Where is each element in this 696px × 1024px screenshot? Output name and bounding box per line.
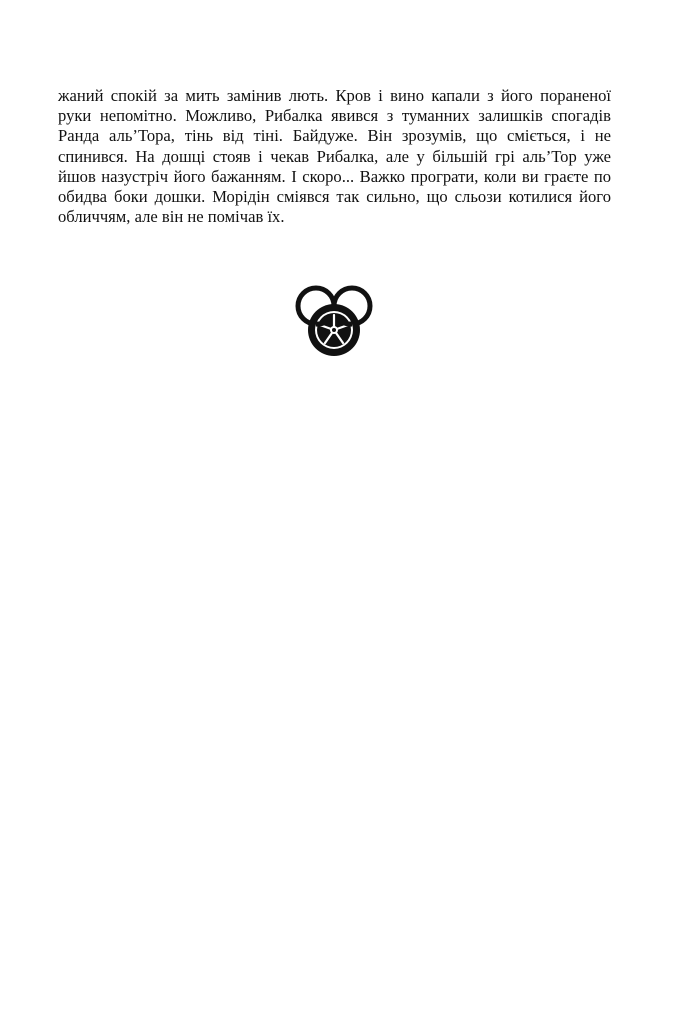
paragraph-line-3: Ранда аль’Тора, тінь від тіні. Байдуже. Він зрозумів, що сміється, і не [58, 126, 611, 146]
paragraph-line-7: обличчям, але він не помічав їх. [58, 207, 285, 227]
paragraph-line-5: йшов назустріч його бажанням. І скоро... Важко програти, коли ви граєте по [58, 166, 611, 186]
paragraph-line-2: руки непомітно. Можливо, Рибалка явився з туманних залишків спогадів [58, 106, 611, 126]
paragraph-line-1: жаний спокій за мить замінив лють. Кров і вино капали з його пораненої [58, 86, 611, 105]
paragraph-line-6: обидва боки дошки. Морідін сміявся так сильно, що сльози котилися його [58, 187, 611, 207]
wheel-of-time-emblem-icon [294, 282, 374, 362]
paragraph-line-4: спинився. На дошці стояв і чекав Рибалка, але у більшій грі аль’Тор уже [58, 146, 611, 166]
body-paragraph [58, 86, 611, 227]
